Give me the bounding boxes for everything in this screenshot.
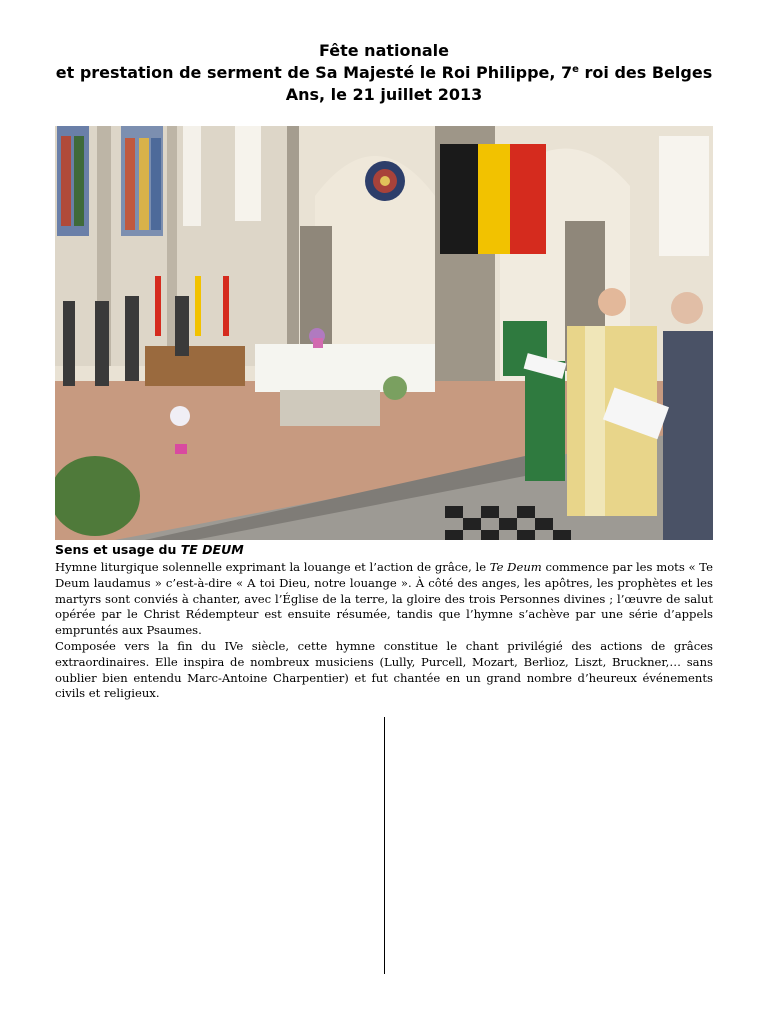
church-ceremony-photo [55, 126, 713, 540]
title-line-3: Ans, le 21 juillet 2013 [285, 85, 483, 104]
title-line-2: et prestation de serment de Sa Majesté le Roi Philippe, 7e roi des Belges [55, 63, 713, 82]
title-line-1: Fête nationale [318, 41, 450, 60]
section-heading: Sens et usage du TE DEUM [55, 542, 244, 557]
paragraph-2: Composée vers la fin du IVe siècle, cette hymne constitue le chant privilégié des actions de grâces extraordinaires. Elle inspira de nombreux musiciens (Lully, Purcell, Mozart, Berlioz, Liszt, Bruckner,… sans oublier bien entendu Marc-Antoine Charpentier) et fut chantée en un grand nombre d’heureux événements civils et religieux. [55, 638, 713, 701]
heading-te-deum: TE DEUM [180, 542, 244, 557]
column-divider [384, 717, 385, 974]
ordinal-superscript: e [572, 64, 579, 75]
paragraph-1: Hymne liturgique solennelle exprimant la louange et l’action de grâce, le Te Deum commence par les mots « Te Deum laudamus » c’est-à-dire « A toi Dieu, notre louange ». À côté des anges, les apôtres, les prophètes et les martyrs sont conviés à chanter, avec l’Église de la terre, la gloire des trois Personnes divines ; l’œuvre de salut opérée par le Christ Rédempteur est ensuite résumée, tandis que l’hymne s’achève par une série d’appels empruntés aux Psaumes. [55, 560, 713, 638]
document-title [0, 40, 768, 106]
body-text [55, 560, 713, 702]
